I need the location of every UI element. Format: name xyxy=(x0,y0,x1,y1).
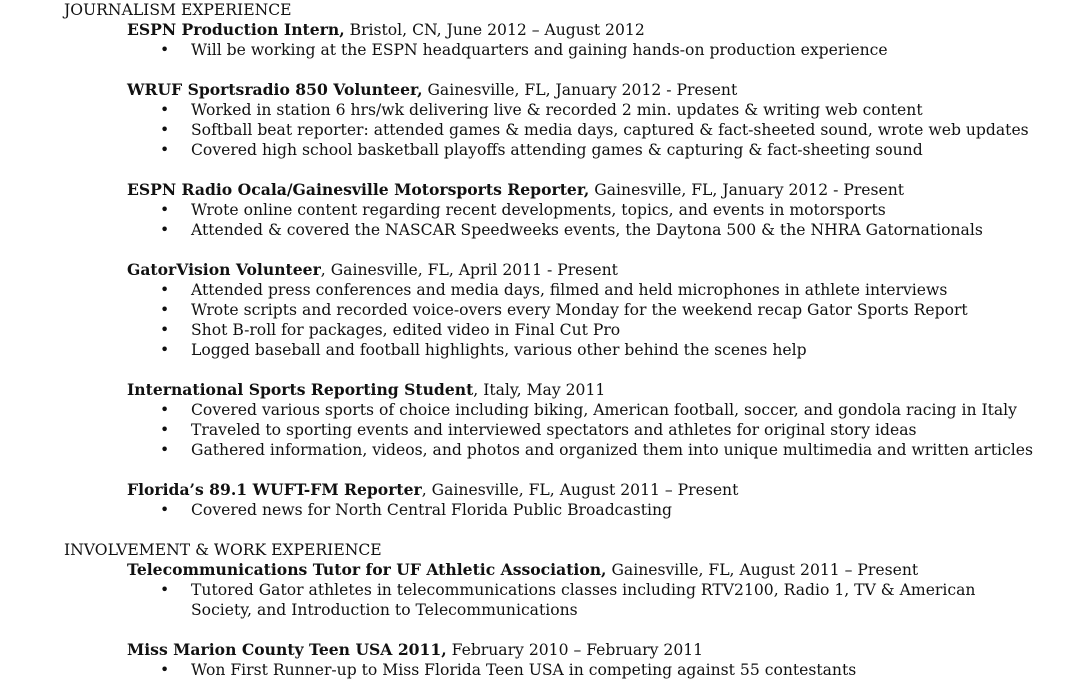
job-role: GatorVision Volunteer xyxy=(127,260,321,279)
job-role: Telecommunications Tutor for UF Athletic Association, xyxy=(127,560,607,579)
bullet-marker: • xyxy=(160,501,170,519)
job-details: Bristol, CN, June 2012 – August 2012 xyxy=(344,21,645,39)
bullet-text: Gathered information, videos, and photos and organized them into unique multimedia and written articles xyxy=(191,441,1033,459)
job-details: Gainesville, FL, August 2011 – Present xyxy=(606,561,919,579)
bullet-marker: • xyxy=(160,221,170,239)
bullet-text: Traveled to sporting events and interviewed spectators and athletes for original story ideas xyxy=(191,421,917,439)
bullet-text: Tutored Gator athletes in telecommunications classes including RTV2100, Radio 1, TV & American Society, and Introduction to Telecommunications xyxy=(191,581,976,619)
bullet-text: Wrote online content regarding recent developments, topics, and events in motorsports xyxy=(191,201,886,219)
bullet-marker: • xyxy=(160,121,170,139)
job-role: Florida’s 89.1 WUFT-FM Reporter xyxy=(127,480,422,499)
bullet-text: Worked in station 6 hrs/wk delivering live & recorded 2 min. updates & writing web content xyxy=(191,101,923,119)
bullet-text: Attended & covered the NASCAR Speedweeks events, the Daytona 500 & the NHRA Gatornationals xyxy=(191,221,983,239)
bullet-text: Softball beat reporter: attended games & media days, captured & fact-sheeted sound, wrote web updates xyxy=(191,121,1029,139)
job-header xyxy=(127,20,645,40)
bullet-text: Wrote scripts and recorded voice-overs every Monday for the weekend recap Gator Sports Report xyxy=(191,301,968,319)
bullet-marker: • xyxy=(160,281,170,299)
job-role: International Sports Reporting Student xyxy=(127,380,474,399)
job-role: ESPN Radio Ocala/Gainesville Motorsports Reporter, xyxy=(127,180,590,199)
job-details: February 2010 – February 2011 xyxy=(446,641,704,659)
bullet-text: Attended press conferences and media days, filmed and held microphones in athlete interviews xyxy=(191,281,948,299)
bullet-text: Won First Runner-up to Miss Florida Teen USA in competing against 55 contestants xyxy=(191,661,857,679)
bullet-text: Covered high school basketball playoffs attending games & capturing & fact-sheeting sound xyxy=(191,141,923,159)
job-header xyxy=(127,180,904,200)
job-details: , Italy, May 2011 xyxy=(473,381,606,399)
job-header xyxy=(127,80,737,100)
bullet-marker: • xyxy=(160,41,170,59)
bullet-text: Will be working at the ESPN headquarters and gaining hands-on production experience xyxy=(191,41,888,59)
job-header xyxy=(127,560,918,580)
job-details: , Gainesville, FL, April 2011 - Present xyxy=(320,261,618,279)
bullet-marker: • xyxy=(160,441,170,459)
job-details: Gainesville, FL, January 2012 - Present xyxy=(422,81,738,99)
bullet-marker: • xyxy=(160,401,170,419)
job-role: WRUF Sportsradio 850 Volunteer, xyxy=(127,80,423,99)
job-header xyxy=(127,260,618,280)
job-details: , Gainesville, FL, August 2011 – Present xyxy=(421,481,739,499)
job-header xyxy=(127,380,605,400)
bullet-marker: • xyxy=(160,661,170,679)
bullet-marker: • xyxy=(160,341,170,359)
job-details: Gainesville, FL, January 2012 - Present xyxy=(589,181,905,199)
job-role: ESPN Production Intern, xyxy=(127,20,345,39)
bullet-marker: • xyxy=(160,301,170,319)
job-header xyxy=(127,480,738,500)
bullet-marker: • xyxy=(160,581,170,599)
bullet-marker: • xyxy=(160,201,170,219)
bullet-text: Logged baseball and football highlights, various other behind the scenes help xyxy=(191,341,807,359)
section-title: INVOLVEMENT & WORK EXPERIENCE xyxy=(64,541,382,559)
job-header xyxy=(127,640,703,660)
bullet-text: Covered news for North Central Florida Public Broadcasting xyxy=(191,501,672,519)
job-role: Miss Marion County Teen USA 2011, xyxy=(127,640,447,659)
bullet-marker: • xyxy=(160,101,170,119)
bullet-text: Shot B-roll for packages, edited video in Final Cut Pro xyxy=(191,321,621,339)
bullet-marker: • xyxy=(160,141,170,159)
bullet-text: Covered various sports of choice including biking, American football, soccer, and gondola racing in Italy xyxy=(191,401,1017,419)
bullet-marker: • xyxy=(160,421,170,439)
section-title: JOURNALISM EXPERIENCE xyxy=(64,1,292,19)
bullet-marker: • xyxy=(160,321,170,339)
